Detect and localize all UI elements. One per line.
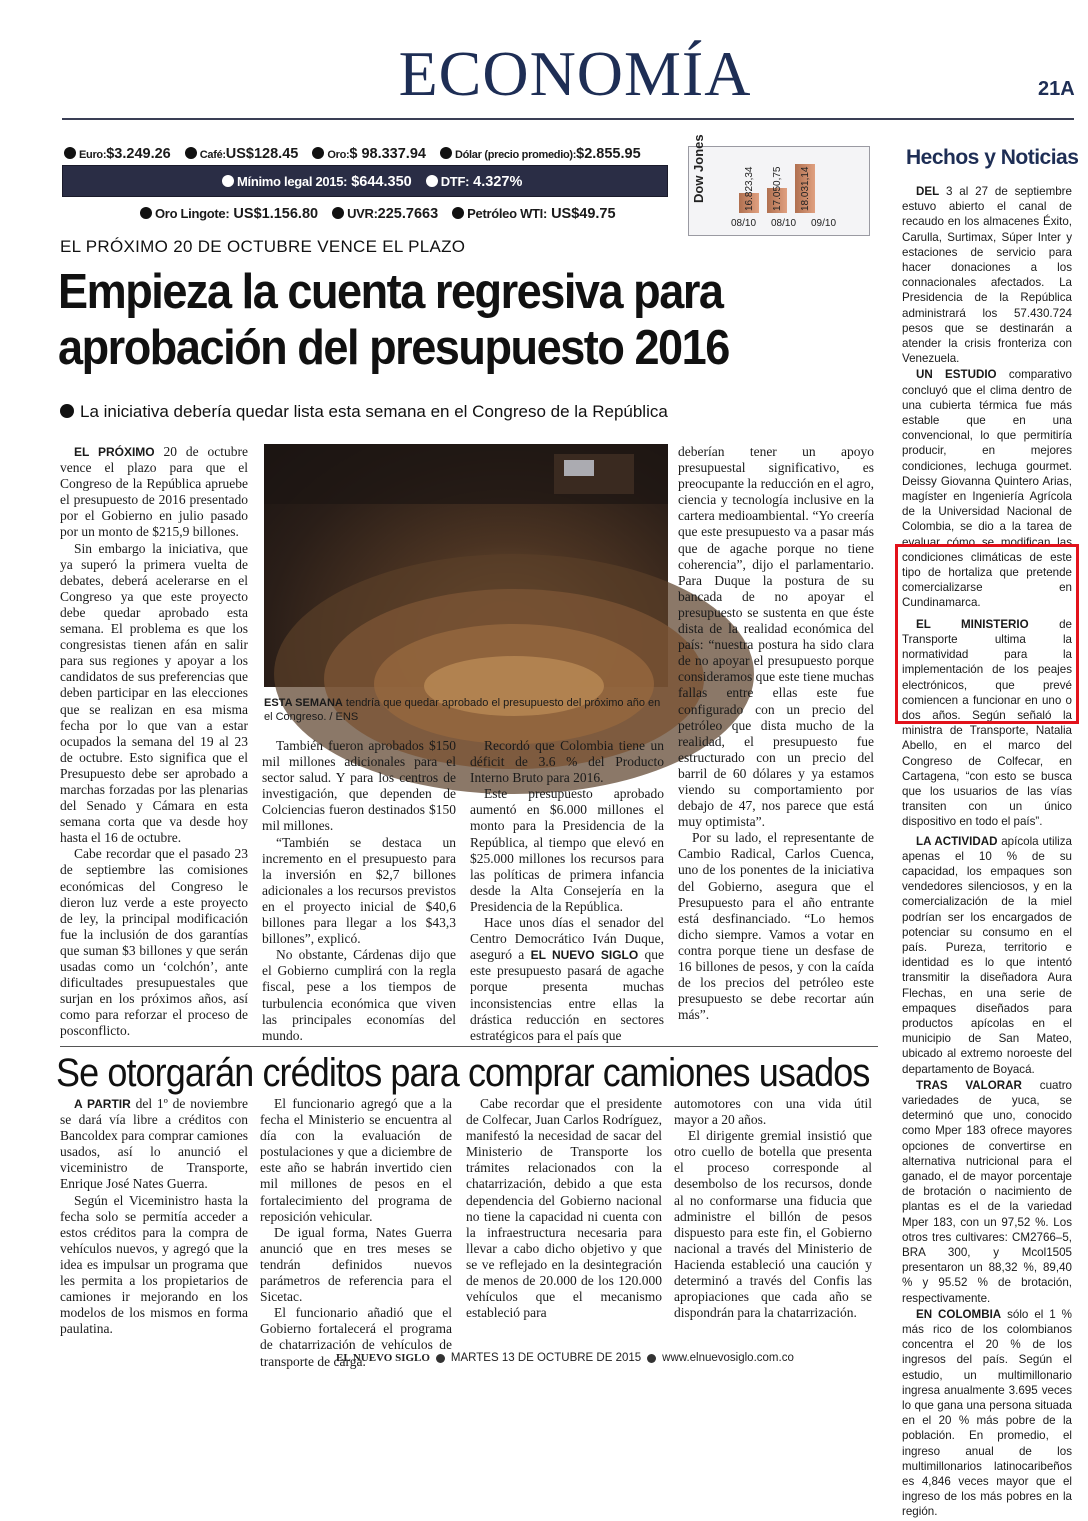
footer-dot-icon (436, 1354, 445, 1363)
article-column-3: Recordó que Colombia tiene un déficit de 3.6 % del Producto Interno Bruto para 2016. Este presupuesto aprobado aumentó en $6.000 millones el monto para la Presidencia de la República, al tiempo que elevó en $25.000 millones los recursos para las políticas de primera infancia desde la Alta Consejería en la Presidencia de la República. Hace unos días el senador del Centro Democrático Iván Duque, aseguró a EL NUEVO SIGLO que este presupuesto pasará de agache porque presenta muchas inconsistencias entre ellas la drástica reducción en sectores estratégicos para el país que (470, 738, 665, 1043)
chart-data-label: 17.050,75 (772, 166, 783, 211)
indicator-oro: Oro:$ 98.337.94 (312, 146, 426, 162)
chart-data-label: 18.031,14 (800, 166, 811, 211)
footer-date: MARTES 13 DE OCTUBRE DE 2015 (450, 1352, 642, 1364)
page-number: 21A (1038, 78, 1075, 100)
footer-brand: EL NUEVO SIGLO (336, 1352, 430, 1364)
article-divider (60, 1046, 878, 1047)
sidebar-item: UN ESTUDIO comparativo concluyó que el clima dentro de una cubierta térmica fue más estable que en una convencional, lo que permitiría producir, en mejores condiciones, lechuga gourmet. Deissy Giovanna Quintero Arias, magíster en Ingeniería Agrícola de la Universidad Nacional de Colombia, se dio a la tarea de evaluar cómo se modifican las condiciones climáticas de este tipo de hortaliza que pretende comercializarse en Cundinamarca. (902, 368, 1072, 610)
chart-title: Dow Jones (691, 134, 706, 203)
indicator-cafe: Café:US$128.45 (185, 146, 299, 162)
sidebar-news-list (902, 184, 1072, 1521)
congress-photo (264, 444, 668, 687)
bullet-icon (60, 404, 74, 418)
article2-column-2: El funcionario agregó que a la fecha el Ministerio se encuentra al día con la evaluación de postulaciones y que a diciembre de este año se habrán invertido cien mil millones de pesos en el fortalecimiento del programa de reposición vehicular. De igual forma, Nates Guerra anunció que en tres meses se tendrán definidos nuevos parámetros de referencia para el Sicetac. El funcionario añadió que el Gobierno fortalecerá el programa de chatarrización de vehículos de transporte de carga. (260, 1096, 452, 1369)
indicator-euro: Euro:$3.249.26 (64, 146, 171, 162)
footer-url[interactable]: www.elnuevosiglo.com.co (662, 1352, 794, 1364)
photo-image (264, 444, 668, 687)
article2-column-1: A PARTIR del 1º de noviembre se dará vía libre a créditos con Bancoldex para comprar camiones usados, así lo anunció el viceministro de Transporte, Enrique José Nates Guerra. Según el Viceministro hasta la fecha solo se permitía acceder a estos créditos para la compra de vehículos nuevos, y agregó que la idea es impulsar un programa que les permita a los propietarios de camiones ir mejorando en los modelos de los mismos en forma paulatina. (60, 1096, 248, 1337)
article-headline: Empieza la cuenta regresiva para aprobación del presupuesto 2016 (58, 265, 729, 375)
sidebar-item: EL MINISTERIO de Transporte ultima la normatividad para la implementación de los peajes electrónicos, que prevé comiencen a funcionar en uno o dos años. Según señaló la ministra de Transporte, Natalia Abello, en el marco del Congreso de Colfecar, en Cartagena, “con esto se busca que los usuarios de las vías transiten con un único dispositivo en todo el país”. (902, 617, 1072, 829)
article2-column-4: automotores con una vida útil mayor a 20 años. El dirigente gremial insistió que otro cuello de botella que presenta el proceso corresponde al desembolso de los recursos, donde al no conformarse una fiducia que administre el billón de pesos dispuesto para este fin, el Gobierno nacional a través del Ministerio de Hacienda estableció una caución y determinó a través del Confis las apropiaciones que cada año se dispondrán para la chatarrización. (674, 1096, 872, 1321)
section-title: ECONOMÍA (398, 38, 752, 109)
chart-data-label: 16.823,34 (744, 166, 755, 211)
footer-dot-icon (647, 1354, 656, 1363)
sidebar-title: Hechos y Noticias (906, 146, 1079, 169)
indicator-dolar: Dólar (precio promedio):$2.855.95 (440, 146, 641, 162)
dow-jones-chart (688, 134, 870, 236)
sidebar-item: TRAS VALORAR cuatro variedades de yuca, se determinó que uno, conocido como Mper 183 ofrece mayores opciones de convertirse en alternativa nutricional para el ganado, el de mayor porcentaje de brotación o nacimiento de plantas es el de la variedad Mper 183, con un 97,52 %. Los otros tres cultivares: CM2766–5, BRA 300, y Mcol1505 presentaron un 88,32 %, 89,40 % y 95.52 % de brotación, respectivamente. (902, 1078, 1072, 1305)
header-rule (62, 118, 1074, 120)
indicator-uvr: UVR:225.7663 (332, 206, 438, 222)
indicator-petroleo: Petróleo WTI: US$49.75 (452, 206, 615, 222)
chart-tick-label: 09/10 (811, 218, 837, 229)
indicator-dtf: DTF: 4.327% (426, 174, 523, 190)
sidebar-item: EN COLOMBIA sólo el 1 % más rico de los colombianos concentra el 20 % de los ingresos del país. Según el estudio, un multimillonario ingresa anualmente 3.695 veces lo que gana una persona situada en el 20 % más pobre de la población. En promedio, el ingreso anual de los multimillonarios latinocaribeños es 4,846 veces mayor que el ingreso de los más pobres en la región. (902, 1307, 1072, 1519)
indicators-row-2 (222, 174, 522, 190)
article-column-4: deberían tener un apoyo presupuestal significativo, es preocupante la reducción en el agro, ciencia y tecnología inclusive en la cartera medioambiental. “Yo creería que este presupuesto va a pasar más que de agache porque no tiene coherencia”, dijo el parlamentario. Para Duque la postura de su bancada de no apoyar el presupuesto se sustenta en que éste dista de la realidad económica del país: “nuestra postura ha sido clara de no apoyar el presupuesto porque consideramos que este tiene muchas fallas entre ellas este fue configurado con un precio del petróleo que dista mucho de la realidad, el presupuesto fue estructurado con un precio del barril de 60 dólares y ya estamos viendo su comportamiento por debajo de 47, nos parece que está muy optimista”. Por su lado, el representante de Cambio Radical, Carlos Cuenca, uno de los ponentes de la iniciativa del Gobierno, asegura que el Presupuesto para el año entrante está desfinanciado. “Lo hemos dicho siempre. Vamos a votar en contra porque tiene un desfase de 16 billones de pesos, y con la caída de los precios del petróleo este presupuesto se debe recortar aún más”. (678, 444, 874, 1023)
page-footer (336, 1352, 794, 1364)
chart-tick-label: 08/10 (771, 218, 797, 229)
highlight-box (895, 544, 1079, 724)
article-column-2: También fueron aprobados $150 mil millones adicionales para el sector salud. Y para los centros de investigación, que dependen de Colciencias fueron destinados $150 mil millones. “También se destaca un incremento en el presupuesto para la inversión en $2,7 billones adicionales a los recursos previstos en el proyecto inicial de $40,6 billones para llegar a los $43,3 billones”, explicó. No obstante, Cárdenas dijo que el Gobierno cumplirá con la regla fiscal, pese a los tiempos de turbulencia económica que viven las principales economías del mundo. (262, 738, 456, 1043)
article2-column-3: Cabe recordar que el presidente de Colfecar, Juan Carlos Rodríguez, manifestó la necesidad de sacar del Ministerio de Transporte los trámites relacionados con la chatarrización, debido a que esta dependencia del Gobierno nacional no tiene la capacidad ni cuenta con la infraestructura necesaria para llevar a cabo dicho objetivo y que se ve reflejado en la desintegración de menos de 20.000 de los 120.000 vehículos que el mecanismo estableció para (466, 1096, 662, 1321)
article-column-1: EL PRÓXIMO 20 de octubre vence el plazo para que el Congreso de la República apruebe el presupuesto de 2016 presentado por el Gobierno en julio pasado por un monto de $215,9 billones. Sin embargo la iniciativa, que ya superó la primera vuelta de debates, deberá acelerarse en el Congreso ya que este proyecto debe quedar aprobado esta semana. El problema es que los congresistas tienen afán en salir para sus regiones y apoyar a los candidatos de sus preferencias que deben participar en las elecciones que se realizan en esa misma fecha por lo que van a estar ocupados la semana del 19 al 23 de octubre. Esto significa que el Presupuesto debe ser aprobado a marchas forzadas por las plenarias del Senado y Cámara en esta semana corta que va desde hoy hasta el 16 de octubre. Cabe recordar que el pasado 23 de septiembre las comisiones económicas del Congreso le dieron luz verde a este proyecto de ley, la principal modificación fue la inclusión de dos garantías que suman $3 billones y que serán usadas como un ‘colchón’, ante dificultades presupuestales que surjan en los próximos años, así como para reforzar el proceso de posconflicto. (60, 444, 248, 1039)
article2-headline: Se otorgarán créditos para comprar camiones usados (56, 1051, 870, 1095)
article-kicker: EL PRÓXIMO 20 DE OCTUBRE VENCE EL PLAZO (60, 237, 466, 256)
article-subhead: La iniciativa debería quedar lista esta semana en el Congreso de la República (60, 402, 668, 422)
photo-caption: ESTA SEMANA tendría que quedar aprobado el presupuesto del próximo año en el Congreso. / ENS (264, 697, 661, 723)
sidebar-item: DEL 3 al 27 de septiembre estuvo abierto el canal de recaudo en los almacenes Éxito, Carulla, Surtimax, Súper Inter y estaciones de servicio para hacer donaciones a los connacionales afectados. La Presidencia de la República administrará los 57.430.724 pesos que se destinarán a atender la crisis fronteriza con Venezuela. (902, 185, 1072, 366)
indicator-oro-lingote: Oro Lingote: US$1.156.80 (140, 206, 318, 222)
indicator-minimo-legal: Mínimo legal 2015: $644.350 (222, 174, 412, 190)
indicators-row-3 (140, 206, 616, 222)
sidebar-item: LA ACTIVIDAD apícola utiliza apenas el 10 % de su capacidad, los empaques son vendedores silenciosos, y en la comercialización de la miel podrían ser los encargados de potenciar su consumo en el país. Pureza, territorio e identidad es lo que intentó transmitir la diseñadora Aura Flechas, en una serie de empaques diseñados para productos apícolas en el municipio de San Mateo, ubicado al extremo noroeste del departamento de Boyacá. (902, 834, 1072, 1076)
chart-tick-label: 08/10 (731, 218, 757, 229)
indicators-row-1 (64, 146, 641, 162)
